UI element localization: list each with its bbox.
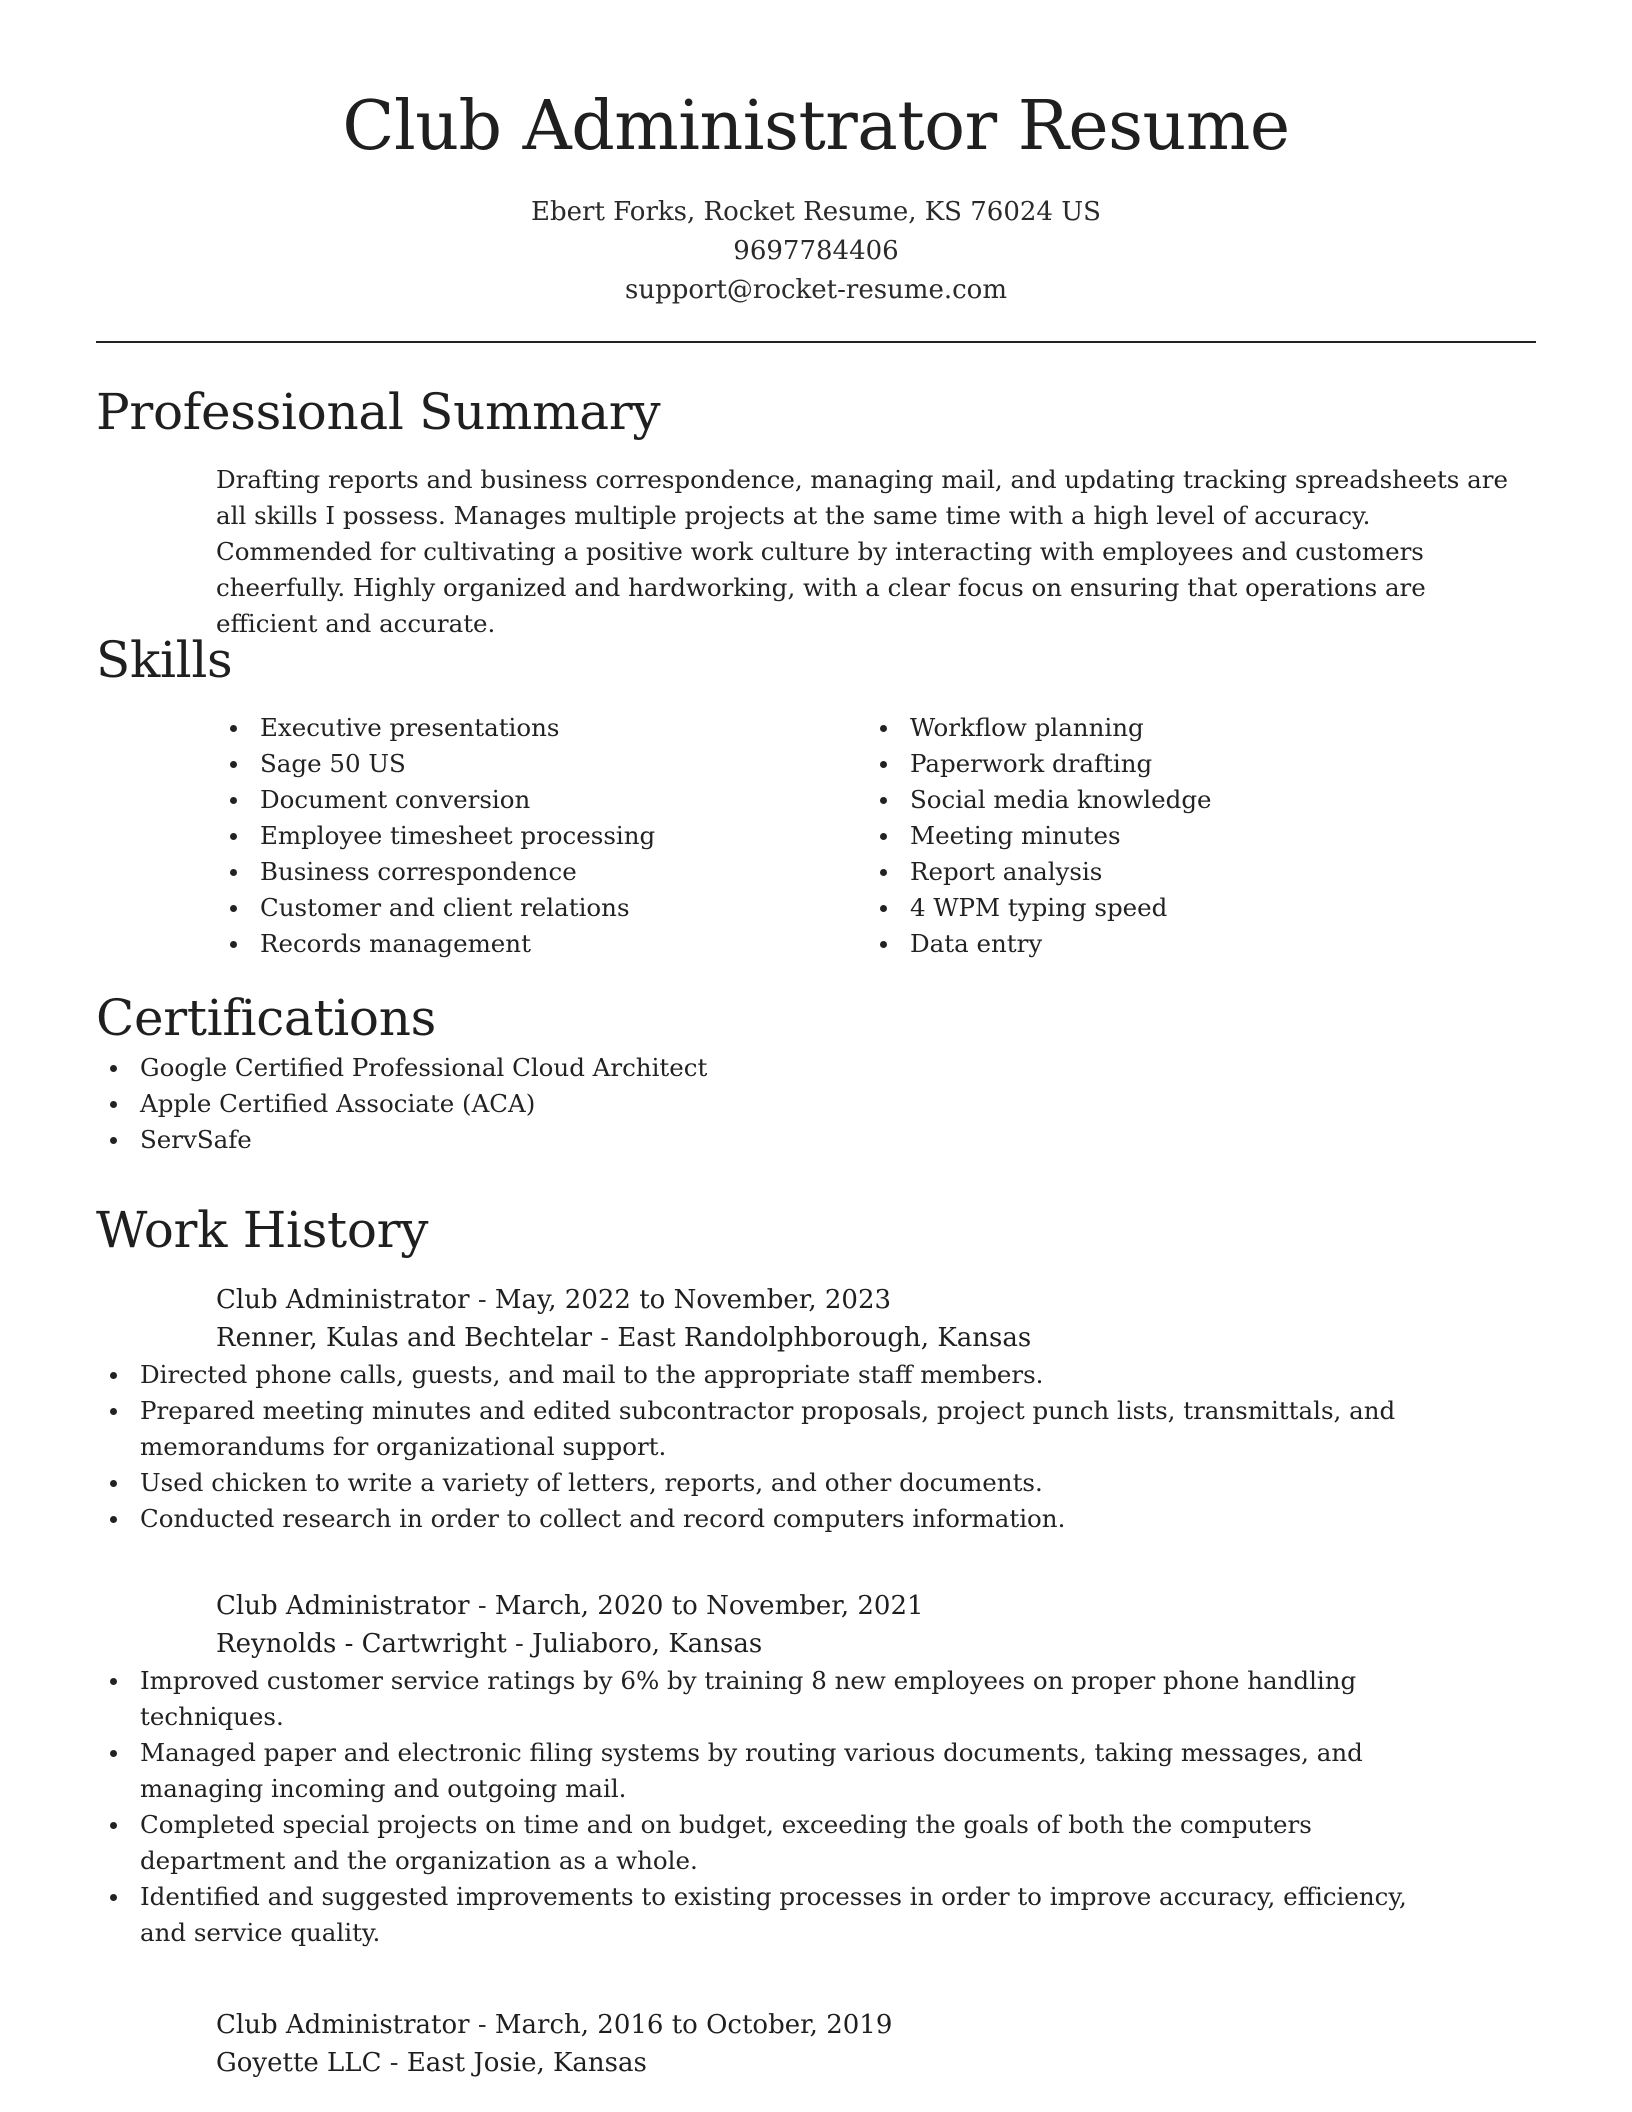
job-title-line: Club Administrator - May, 2022 to November, 2023	[216, 1285, 892, 1315]
job-dates: March, 2020 to November, 2021	[494, 1591, 924, 1621]
list-item: Customer and client relations	[216, 890, 866, 926]
list-item: Workflow planning	[866, 710, 1516, 746]
list-item: Apple Certified Associate (ACA)	[96, 1086, 1536, 1122]
list-item: Document conversion	[216, 782, 866, 818]
summary-section	[96, 380, 1536, 642]
job-entry	[96, 2006, 1536, 2082]
job-title: Club Administrator	[216, 1285, 470, 1315]
skills-heading: Skills	[96, 631, 233, 689]
certifications-list	[96, 1050, 1536, 1158]
list-item: Report analysis	[866, 854, 1516, 890]
contact-info	[0, 193, 1632, 310]
resume-title: Club Administrator Resume	[342, 87, 1290, 166]
job-title-line: Club Administrator - March, 2016 to October, 2019	[216, 2010, 893, 2040]
job-title-line: Club Administrator - March, 2020 to November, 2021	[216, 1591, 924, 1621]
list-item: Prepared meeting minutes and edited subcontractor proposals, project punch lists, transmittals, and memorandums for organizational support.	[96, 1393, 1416, 1465]
list-item: Used chicken to write a variety of letters, reports, and other documents.	[96, 1465, 1416, 1501]
job-company-line: Goyette LLC - East Josie, Kansas	[216, 2048, 647, 2078]
skills-list-left	[216, 710, 866, 962]
list-item: ServSafe	[96, 1122, 1536, 1158]
job-bullets	[96, 1357, 1416, 1537]
list-item: Paperwork drafting	[866, 746, 1516, 782]
list-item: Employee timesheet processing	[216, 818, 866, 854]
work-history-heading: Work History	[96, 1201, 429, 1259]
job-entry	[96, 1281, 1536, 1537]
job-dates: March, 2016 to October, 2019	[494, 2010, 893, 2040]
list-item: Sage 50 US	[216, 746, 866, 782]
job-title: Club Administrator	[216, 1591, 470, 1621]
skills-list-right	[866, 710, 1516, 962]
header-divider	[96, 341, 1536, 343]
list-item: Google Certified Professional Cloud Architect	[96, 1050, 1536, 1086]
job-company-line: Reynolds - Cartwright - Juliaboro, Kansas	[216, 1629, 763, 1659]
summary-text: Drafting reports and business correspondence, managing mail, and updating tracking spreadsheets are all skills I possess. Manages multiple projects at the same time with a high level of accuracy. Commended for cultivating a positive work culture by interacting with employees and customers cheerfully. Highly organized and hardworking, with a clear focus on ensuring that operations are efficient and accurate.	[216, 465, 1508, 638]
job-bullets	[96, 1663, 1416, 1951]
list-item: Completed special projects on time and on budget, exceeding the goals of both the computers department and the organization as a whole.	[96, 1807, 1416, 1879]
list-item: Data entry	[866, 926, 1516, 962]
job-title: Club Administrator	[216, 2010, 470, 2040]
email: support@rocket-resume.com	[624, 275, 1007, 305]
job-entry	[96, 1587, 1536, 1951]
list-item: Business correspondence	[216, 854, 866, 890]
job-location: Juliaboro, Kansas	[532, 1629, 763, 1659]
list-item: Executive presentations	[216, 710, 866, 746]
certifications-section	[96, 986, 1536, 1158]
resume-header	[0, 0, 1632, 310]
job-dates: May, 2022 to November, 2023	[494, 1285, 892, 1315]
list-item: Directed phone calls, guests, and mail to the appropriate staff members.	[96, 1357, 1416, 1393]
work-history-section	[96, 1198, 1536, 1262]
list-item: Managed paper and electronic filing systems by routing various documents, taking messages, and managing incoming and outgoing mail.	[96, 1735, 1416, 1807]
list-item: Identified and suggested improvements to existing processes in order to improve accuracy, efficiency, and service quality.	[96, 1879, 1416, 1951]
certifications-heading: Certifications	[96, 989, 436, 1047]
address: Ebert Forks, Rocket Resume, KS 76024 US	[531, 197, 1101, 227]
summary-heading: Professional Summary	[96, 383, 661, 441]
skills-grid	[216, 710, 1536, 962]
job-location: East Randolphborough, Kansas	[617, 1323, 1032, 1353]
job-company: Goyette LLC	[216, 2048, 382, 2078]
list-item: Meeting minutes	[866, 818, 1516, 854]
list-item: 4 WPM typing speed	[866, 890, 1516, 926]
job-company: Reynolds - Cartwright	[216, 1629, 507, 1659]
list-item: Conducted research in order to collect and record computers information.	[96, 1501, 1416, 1537]
skills-section	[96, 628, 1536, 962]
list-item: Improved customer service ratings by 6% by training 8 new employees on proper phone handling techniques.	[96, 1663, 1416, 1735]
list-item: Social media knowledge	[866, 782, 1516, 818]
list-item: Records management	[216, 926, 866, 962]
phone: 9697784406	[733, 236, 899, 266]
job-company: Renner, Kulas and Bechtelar	[216, 1323, 592, 1353]
job-company-line: Renner, Kulas and Bechtelar - East Randolphborough, Kansas	[216, 1323, 1032, 1353]
job-location: East Josie, Kansas	[406, 2048, 647, 2078]
